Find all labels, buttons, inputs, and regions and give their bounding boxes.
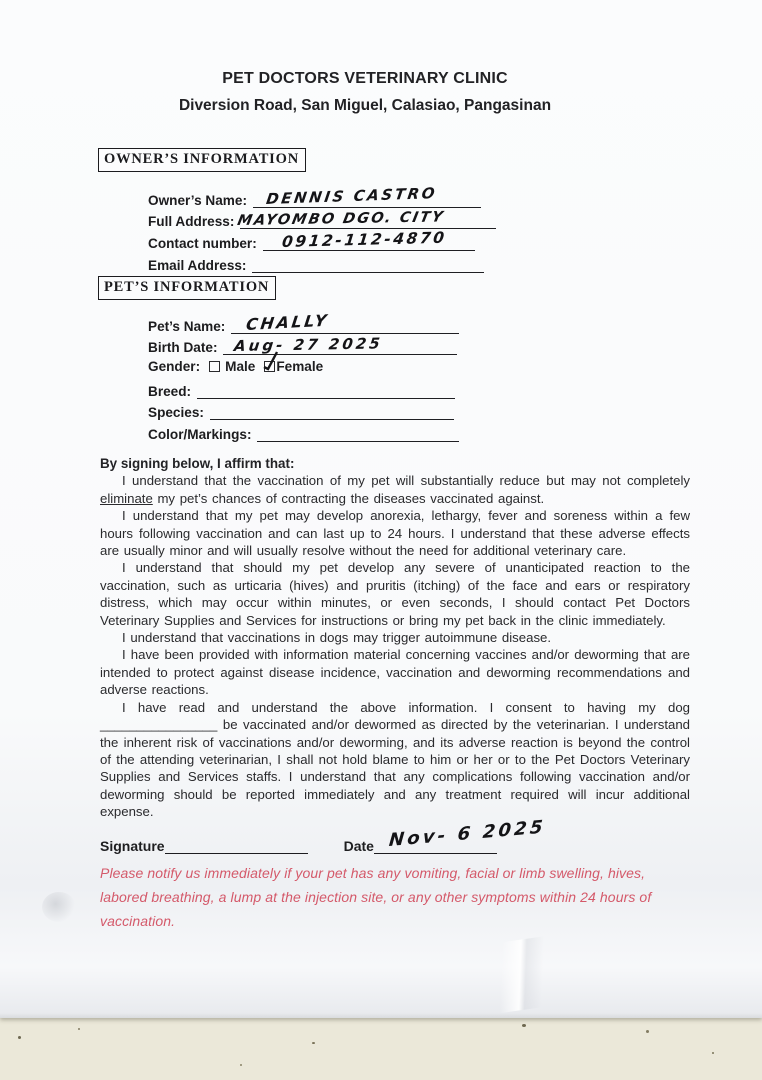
p1-underlined-word: eliminate	[100, 490, 153, 506]
owner-name-label: Owner’s Name:	[148, 192, 247, 208]
dust-speck	[312, 1042, 315, 1044]
female-option-label: Female	[276, 358, 324, 374]
owner-address-handwriting: MAYOMBO DGO. CITY	[236, 209, 447, 230]
pet-color-row	[148, 420, 459, 442]
signature-row	[100, 816, 547, 854]
form-header	[70, 70, 660, 115]
p1-after: my pet’s chances of contracting the diseases vaccinated against.	[152, 490, 545, 506]
owner-fields	[148, 183, 496, 273]
pet-species-field	[210, 403, 454, 420]
pet-birthdate-label: Birth Date:	[148, 340, 218, 356]
pet-section-title-text: PET’S INFORMATION	[104, 279, 270, 295]
female-checkmark-icon	[263, 354, 279, 374]
clinic-address: Diversion Road, San Miguel, Calasiao, Pangasinan	[178, 97, 552, 114]
paper-smudge	[42, 892, 76, 922]
dust-speck	[522, 1024, 526, 1027]
owner-address-label: Full Address:	[148, 214, 235, 230]
pet-name-row	[148, 312, 459, 334]
affirmation-paragraph-3: I understand that should my pet develop any severe of unanticipated reaction to the vaccination, such as urticaria (hives) and pruritis (itching) of the face and ears or respiratory distress, which may occur within minutes, or even seconds, I should contact Pet Doctors Veterinary Supplies and Services for instructions or bring my pet back in the clinic immediately.	[100, 560, 690, 628]
owner-address-row	[148, 208, 496, 230]
dust-speck	[646, 1030, 649, 1033]
pet-fields	[148, 312, 459, 442]
owner-name-row	[148, 183, 496, 208]
owner-contact-field	[263, 228, 475, 252]
owner-address-field	[236, 209, 496, 230]
owner-email-field	[252, 256, 484, 273]
affirmation-paragraph-4: I understand that vaccinations in dogs may trigger autoimmune disease.	[122, 630, 552, 646]
pet-species-label: Species:	[148, 405, 204, 421]
pet-name-label: Pet’s Name:	[148, 318, 226, 334]
pet-gender-label: Gender:	[148, 358, 201, 374]
dust-speck	[240, 1064, 242, 1066]
pet-section-title	[98, 276, 276, 300]
owner-contact-row	[148, 229, 496, 251]
pet-color-label: Color/Markings:	[148, 427, 252, 443]
female-checkbox	[264, 361, 275, 372]
pet-breed-label: Breed:	[148, 383, 192, 399]
affirmation-heading: By signing below, I affirm that:	[100, 456, 295, 471]
owner-section-title-text: OWNER’S INFORMATION	[104, 151, 299, 167]
p1-before: I understand that the vaccination of my pet will substantially reduce but may not completely	[122, 473, 690, 489]
owner-contact-handwriting: 0912-112-4870	[280, 228, 448, 252]
pet-color-field	[257, 425, 459, 442]
owner-section-title	[98, 148, 306, 172]
pet-breed-field	[197, 382, 455, 399]
owner-name-field	[253, 183, 481, 208]
pet-name-handwriting: CHALLY	[245, 310, 331, 334]
signature-field	[165, 837, 308, 854]
paper-crease	[426, 928, 614, 1022]
affirmation-section	[100, 455, 690, 821]
date-field	[374, 816, 547, 854]
pet-birthdate-row	[148, 334, 459, 356]
affirmation-paragraph-5: I have been provided with information material concerning vaccines and/or deworming that are intended to protect against disease incidence, vaccination and deworming recommendations and adverse reactions.	[100, 647, 690, 698]
owner-contact-label: Contact number:	[148, 236, 257, 252]
pet-breed-row	[148, 377, 459, 399]
signature-label: Signature	[100, 838, 165, 854]
affirmation-paragraph-1	[100, 472, 690, 507]
male-option-label: Male	[225, 358, 256, 374]
pet-gender-row	[148, 355, 459, 377]
date-label: Date	[343, 838, 374, 854]
pet-birthdate-handwriting: Aug- 27 2025	[233, 334, 385, 356]
dust-speck	[78, 1028, 80, 1030]
affirmation-paragraph-6: I have read and understand the above information. I consent to having my dog ________________ be vaccinated and/or dewormed as directed by the veterinarian. I understand the inherent risk of vaccinations and/or deworming, and its adverse reaction is beyond the control of the attending veterinarian, I shall not hold blame to him or her or to the Pet Doctors Veterinary Supplies and Services staffs. I understand that any complications following vaccination and/or deworming should be reported immediately and any treatment required will incur additional expense.	[100, 699, 690, 820]
owner-email-label: Email Address:	[148, 257, 247, 273]
dust-speck	[18, 1036, 21, 1039]
emergency-notice: Please notify us immediately if your pet has any vomiting, facial or limb swelling, hives, labored breathing, a lump at the injection site, or any other symptoms within 24 hours of vaccination.	[100, 865, 652, 929]
owner-name-handwriting: DENNIS CASTRO	[264, 183, 439, 208]
owner-email-row	[148, 251, 496, 273]
pet-birthdate-field	[223, 334, 457, 356]
date-handwriting: Nov- 6 2025	[387, 816, 547, 851]
male-checkbox	[209, 361, 220, 372]
pet-species-row	[148, 399, 459, 421]
clinic-name: PET DOCTORS VETERINARY CLINIC	[222, 70, 508, 87]
dust-speck	[712, 1052, 714, 1054]
pet-name-field	[231, 310, 459, 334]
affirmation-paragraph-2: I understand that my pet may develop anorexia, lethargy, fever and soreness within a few hours following vaccination and can last up to 24 hours. I understand that these adverse effects are usually minor and will usually resolve without the need for additional veterinary care.	[100, 508, 690, 559]
